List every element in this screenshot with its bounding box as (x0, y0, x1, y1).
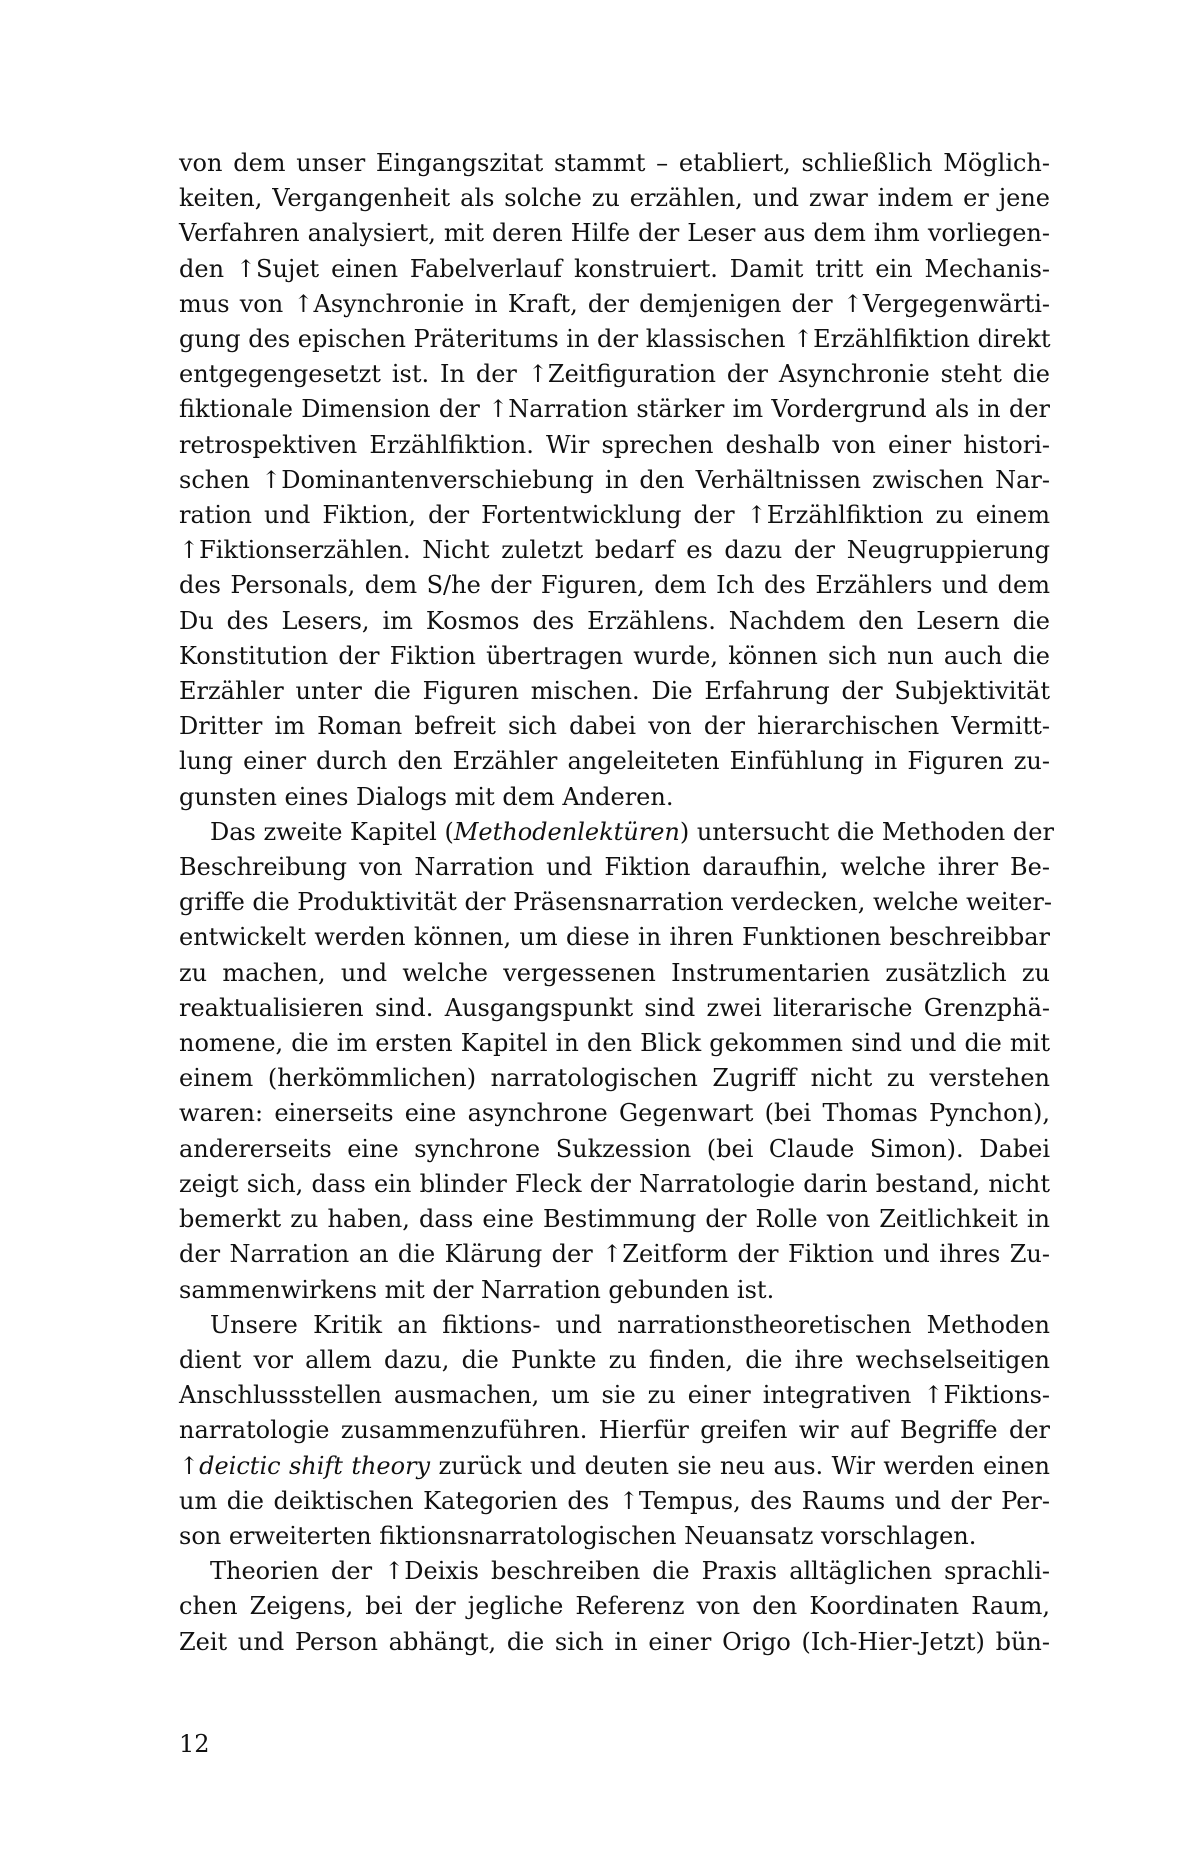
text-run: ) untersucht die Methoden der (679, 817, 1054, 846)
text-run: um die deiktischen Kategorien des ↑Tempus, des Raums und der Per- (179, 1486, 1050, 1515)
text-run: zurück und deuten sie neu aus. Wir werden einen (430, 1451, 1051, 1480)
text-line (179, 1308, 1050, 1343)
text-run: entwickelt werden können, um diese in ihren Funktionen beschreibbar (179, 923, 1050, 952)
text-run: Du des Lesers, im Kosmos des Erzählens. Nachdem den Lesern die (179, 606, 1050, 635)
text-line (179, 920, 1050, 955)
text-line (179, 1202, 1050, 1237)
text-line (179, 674, 1050, 709)
text-line (179, 780, 1050, 815)
text-line (179, 216, 1050, 251)
text-line (179, 252, 1050, 287)
book-page-body (179, 146, 1054, 1660)
text-run: von dem unser Eingangszitat stammt – etabliert, schließlich Möglich- (179, 149, 1050, 177)
text-run: ↑Fiktionserzählen. Nicht zuletzt bedarf es dazu der Neugruppierung (179, 536, 1050, 565)
text-line (179, 1343, 1050, 1378)
text-run: Theorien der ↑Deixis beschreiben die Praxis alltäglichen sprachli- (210, 1557, 1050, 1586)
text-line (179, 1625, 1050, 1660)
italic-text: Methodenlektüren (453, 817, 680, 846)
text-line (179, 991, 1050, 1026)
text-line (179, 322, 1050, 357)
text-line (179, 709, 1050, 744)
text-line (179, 568, 1050, 603)
text-line (179, 463, 1050, 498)
text-line (179, 392, 1050, 427)
paragraph (179, 1554, 1050, 1660)
text-line (179, 744, 1050, 779)
text-line (179, 1167, 1050, 1202)
text-run: gunsten eines Dialogs mit dem Anderen. (179, 782, 674, 811)
text-line (179, 1237, 1050, 1272)
text-line (179, 1378, 1050, 1413)
text-run: reaktualisieren sind. Ausgangspunkt sind zwei literarische Grenzphä- (179, 993, 1050, 1022)
text-line (179, 1061, 1050, 1096)
text-line (179, 498, 1050, 533)
text-run: zu machen, und welche vergessenen Instrumentarien zusätzlich zu (179, 958, 1050, 987)
text-run: Das zweite Kapitel ( (210, 817, 454, 846)
text-line (179, 1449, 1050, 1484)
text-run: narratologie zusammenzuführen. Hierfür greifen wir auf Begriffe der (179, 1416, 1050, 1445)
text-line (179, 1554, 1050, 1589)
text-run: zeigt sich, dass ein blinder Fleck der Narratologie darin bestand, nicht (179, 1169, 1050, 1198)
text-run: fiktionale Dimension der ↑Narration stärker im Vordergrund als in der (179, 395, 1050, 424)
text-run: nomene, die im ersten Kapitel in den Blick gekommen sind und die mit (179, 1029, 1050, 1058)
text-run: griffe die Produktivität der Präsensnarration verdecken, welche weiter- (179, 888, 1052, 917)
text-line (179, 533, 1050, 568)
text-run: entgegengesetzt ist. In der ↑Zeitfiguration der Asynchronie steht die (179, 360, 1050, 389)
text-line (179, 146, 1050, 181)
text-line (179, 1589, 1050, 1624)
text-run: keiten, Vergangenheit als solche zu erzählen, und zwar indem er jene (179, 184, 1050, 213)
text-line (179, 815, 1054, 850)
text-run: lung einer durch den Erzähler angeleiteten Einfühlung in Figuren zu- (179, 747, 1050, 776)
text-run: ration und Fiktion, der Fortentwicklung der ↑Erzählfiktion zu einem (179, 501, 1050, 530)
text-run: gung des epischen Präteritums in der klassischen ↑Erzählfiktion direkt (179, 325, 1051, 354)
text-line (179, 850, 1050, 885)
text-line (179, 287, 1050, 322)
page-number: 12 (179, 1730, 210, 1758)
text-run: schen ↑Dominantenverschiebung in den Verhältnissen zwischen Nar- (179, 465, 1050, 494)
text-run: Unsere Kritik an fiktions- und narrationstheoretischen Methoden (210, 1310, 1050, 1339)
text-run: chen Zeigens, bei der jegliche Referenz von den Koordinaten Raum, (179, 1592, 1050, 1621)
text-run: Anschlussstellen ausmachen, um sie zu einer integrativen ↑Fiktions- (179, 1381, 1050, 1410)
text-run: Dritter im Roman befreit sich dabei von der hierarchischen Vermitt- (179, 712, 1050, 741)
text-run: einem (herkömmlichen) narratologischen Zugriff nicht zu verstehen (179, 1064, 1050, 1093)
text-line (179, 181, 1050, 216)
text-run: waren: einerseits eine asynchrone Gegenwart (bei Thomas Pynchon), (179, 1099, 1050, 1128)
text-line (179, 1413, 1050, 1448)
text-run: des Personals, dem S/he der Figuren, dem Ich des Erzählers und dem (179, 571, 1050, 600)
text-run: dient vor allem dazu, die Punkte zu finden, die ihre wechselseitigen (179, 1345, 1050, 1374)
text-run: mus von ↑Asynchronie in Kraft, der demjenigen der ↑Vergegenwärti- (179, 289, 1050, 318)
paragraph (179, 146, 1050, 815)
text-line (179, 1273, 1050, 1308)
text-run: sammenwirkens mit der Narration gebunden ist. (179, 1275, 775, 1304)
text-line (179, 604, 1050, 639)
paragraph (179, 1308, 1050, 1554)
text-run: son erweiterten fiktionsnarratologischen Neuansatz vorschlagen. (179, 1521, 977, 1550)
text-line (179, 1519, 1050, 1554)
text-run: andererseits eine synchrone Sukzession (bei Claude Simon). Dabei (179, 1134, 1050, 1163)
text-line (179, 1484, 1050, 1519)
text-run: ↑ (179, 1451, 200, 1480)
text-line (179, 639, 1050, 674)
paragraph (179, 815, 1054, 1308)
text-run: Beschreibung von Narration und Fiktion daraufhin, welche ihrer Be- (179, 853, 1050, 882)
text-run: Konstitution der Fiktion übertragen wurde, können sich nun auch die (179, 641, 1050, 670)
text-line (179, 885, 1050, 920)
text-run: der Narration an die Klärung der ↑Zeitform der Fiktion und ihres Zu- (179, 1240, 1050, 1269)
text-line (179, 357, 1050, 392)
text-run: Zeit und Person abhängt, die sich in einer Origo (Ich-Hier-Jetzt) bün- (179, 1627, 1050, 1656)
text-line (179, 956, 1050, 991)
text-run: Verfahren analysiert, mit deren Hilfe der Leser aus dem ihm vorliegen- (179, 219, 1050, 248)
text-run: retrospektiven Erzählfiktion. Wir sprechen deshalb von einer histori- (179, 430, 1050, 459)
text-line (179, 428, 1050, 463)
text-line (179, 1096, 1050, 1131)
text-run: Erzähler unter die Figuren mischen. Die Erfahrung der Subjektivität (179, 677, 1050, 706)
italic-text: deictic shift theory (199, 1451, 431, 1480)
text-line (179, 1026, 1050, 1061)
text-run: den ↑Sujet einen Fabelverlauf konstruiert. Damit tritt ein Mechanis- (179, 254, 1050, 283)
text-run: bemerkt zu haben, dass eine Bestimmung der Rolle von Zeitlichkeit in (179, 1205, 1050, 1234)
text-line (179, 1132, 1050, 1167)
